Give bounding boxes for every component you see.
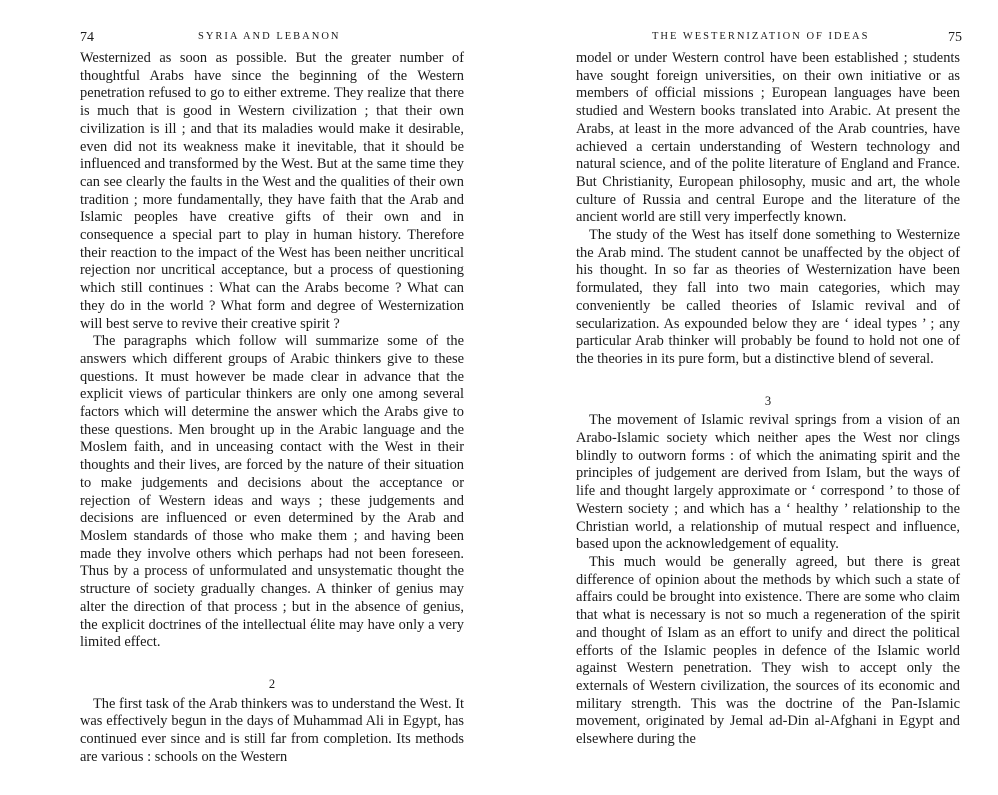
left-page-text — [80, 50, 464, 766]
paragraph: The study of the West has itself done something to Westernize the Arab mind. The student cannot be unaffected by the object of his thought. In so far as theories of Westernization have been formulated, they fall into two main categories, which may conveniently be called theories of Islamic revival and of secularization. As expounded below they are ‘ ideal types ’ ; any particular Arab thinker will probably be found to hold not one of the theories in its pure form, but a distinctive blend of several. — [576, 227, 960, 367]
running-head-title: SYRIA AND LEBANON — [198, 31, 341, 42]
left-page — [80, 0, 464, 795]
right-page — [576, 0, 960, 795]
running-head-title: THE WESTERNIZATION OF IDEAS — [652, 31, 870, 42]
paragraph: This much would be generally agreed, but there is great difference of opinion about the methods by which such a state of affairs could be brought into existence. There are some who claim that what is necessary is not so much a regeneration of the spirit and thought of Islam as an effort to unify and direct the political efforts of the Islamic peoples in defence of the Islamic world against Western penetration. They wish to accept only the externals of Western civilization, the sources of its economic and military strength. This was the doctrine of the Pan-Islamic movement, originated by Jemal ad-Din al-Afghani in Egypt and elsewhere during the — [576, 553, 960, 748]
paragraph: The movement of Islamic revival springs from a vision of an Arabo-Islamic society which neither apes the West nor clings blindly to outworn forms : of which the animating spirit and the principles of judgement are derived from Islam, but the ways of life and thought largely approximate or ‘ correspond ’ to those of Western society ; and which has a ‘ healthy ’ relationship to the Christian world, a relationship of mutual respect and influence, based upon the acknowledgement of equality. — [576, 412, 960, 553]
paragraph: model or under Western control have been established ; students have sought foreign universities, on their own initiative or as members of official missions ; European languages have been studied and Western books translated into Arabic. At present the Arabs, at least in the more advanced of the Arab countries, have achieved a certain understanding of Western technology and natural science, and of the polite literature of England and France. But Christianity, European philosophy, music and art, the whole culture of Russia and central Europe and the literature of the ancient world are still very imperfectly known. — [576, 50, 960, 226]
page-number: 74 — [80, 30, 94, 45]
page-number: 75 — [948, 30, 962, 45]
paragraph: Westernized as soon as possible. But the greater number of thoughtful Arabs have since the beginning of the Western penetration refused to go to either extreme. They realize that there is much that is good in Western civilization ; that their own civilization is ill ; and that its maladies would make it desirable, even did not its weakness make it inevitable, that it should be influenced and transformed by the West. But at the same time they can see clearly the faults in the West and the qualities of their own tradition ; more fundamentally, they have faith that the Arab and Islamic peoples have creative gifts of their own and in consequence a special part to play in human history. Therefore their reaction to the impact of the West has been neither uncritical rejection nor uncritical acceptance, but a process of questioning which still continues : What can the Arabs become ? What can they do in the world ? What form and degree of Westernization will best serve to revive their creative spirit ? — [80, 50, 464, 332]
section-number: 2 — [268, 676, 276, 691]
paragraph: The first task of the Arab thinkers was to understand the West. It was effectively begun in the days of Muhammad Ali in Egypt, has continued ever since and is still far from completion. Its methods are various : schools on the Western — [80, 695, 464, 765]
left-running-head — [80, 30, 464, 50]
section-number: 3 — [764, 393, 772, 408]
right-page-text — [576, 50, 960, 749]
right-running-head — [576, 30, 960, 50]
paragraph: The paragraphs which follow will summarize some of the answers which different groups of Arabic thinkers give to these questions. It must however be made clear in advance that the explicit views of particular thinkers are only one among several factors which will determine the answer which the Arabs give to these questions. Men brought up in the Arabic language and the Moslem faith, and in unceasing contact with the West in their thoughts and their lives, are forced by the nature of their situation to make judgements and decisions about the acceptance or rejection of Western ideas and ways ; these judgements and decisions are influenced or even determined by the Arab and Moslem standards of those who make them ; and having been made they involve others which perhaps had not been foreseen. Thus by a process of unformulated and unsystematic thought the structure of society gradually changes. A thinker of genius may alter the direction of that process ; but in the absence of genius, the explicit doctrines of the intellectual élite may have only a very limited effect. — [80, 333, 464, 651]
